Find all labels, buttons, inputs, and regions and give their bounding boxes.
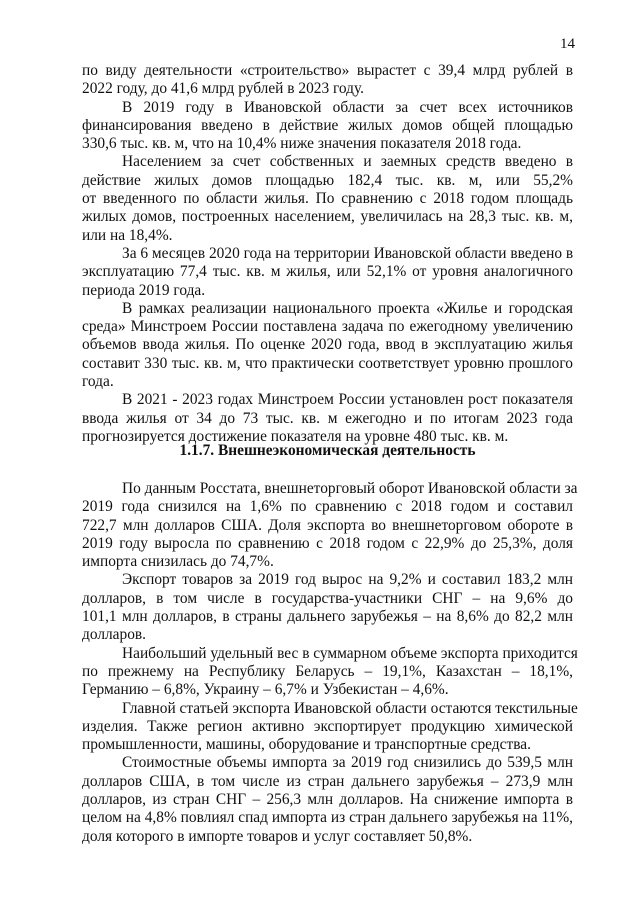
text-line: эксплуатацию 77,4 тыс. кв. м жилья, или 52,1% от уровня аналогичного — [82, 263, 573, 281]
page-number: 14 — [560, 36, 575, 52]
text-line: долларов. — [82, 626, 147, 644]
text-line: жилых домов, построенных населением, увеличилась на 28,3 тыс. кв. м, — [82, 208, 573, 226]
text-line: Населением за счет собственных и заемных средств введено в — [122, 153, 573, 171]
text-line: В 2019 году в Ивановской области за счет всех источников — [122, 98, 573, 116]
text-line: 330,6 тыс. кв. м, что на 10,4% ниже значения показателя 2018 года. — [82, 135, 522, 153]
paragraph — [82, 99, 573, 154]
paragraph — [82, 391, 573, 446]
paragraph — [82, 300, 573, 391]
text-line: долларов США, в том числе из стран дальнего зарубежья – 273,9 млн — [82, 772, 573, 790]
paragraph — [82, 62, 573, 99]
text-line: объемов ввода жилья. По оценке 2020 года, ввод в эксплуатацию жилья — [82, 336, 573, 354]
section-housing-text — [82, 62, 573, 446]
paragraph — [82, 644, 578, 700]
section-foreign-trade-text — [82, 480, 578, 846]
section-heading: 1.1.7. Внешнеэкономическая деятельность — [179, 442, 476, 459]
text-line: 2019 году выросла по сравнению с 2018 годом с 22,9% до 25,3%, доля — [82, 534, 573, 552]
text-line: 101,1 млн долларов, в страны дальнего зарубежья – на 8,6% до 82,2 млн — [82, 608, 573, 626]
paragraph — [82, 754, 573, 845]
text-line: импорта снизилась до 74,7%. — [82, 553, 274, 571]
text-line: среда» Минстроем России поставлена задача по ежегодному увеличению — [82, 318, 573, 336]
paragraph — [82, 245, 573, 300]
text-line: За 6 месяцев 2020 года на территории Ивановской области введено в — [122, 244, 574, 262]
paragraph — [82, 480, 578, 571]
text-line: 2019 года снизился на 1,6% по сравнению с 2018 годом и составил — [82, 498, 573, 516]
paragraph — [82, 153, 573, 244]
text-line: В 2021 - 2023 годах Минстроем России установлен рост показателя — [122, 391, 573, 409]
text-line: долларов, из стран СНГ – 256,3 млн долларов. На снижение импорта в — [82, 791, 573, 809]
text-line: 2022 году, до 41,6 млрд рублей в 2023 году. — [82, 80, 365, 98]
text-line: года. — [82, 373, 114, 391]
text-line: ввода жилья от 34 до 73 тыс. кв. м ежегодно и по итогам 2023 года — [82, 409, 573, 427]
text-line: Стоимостные объемы импорта за 2019 год снизились до 539,5 млн — [122, 754, 573, 772]
text-line: промышленности, машины, оборудование и транспортные средства. — [82, 736, 531, 754]
text-line: финансирования введено в действие жилых домов общей площадью — [82, 116, 573, 134]
text-line: по виду деятельности «строительство» вырастет с 39,4 млрд рублей в — [82, 62, 573, 79]
text-line: Германию – 6,8%, Украину – 6,7% и Узбекистан – 4,6%. — [82, 681, 449, 699]
text-line: В рамках реализации национального проекта «Жилье и городская — [122, 299, 573, 317]
text-line: изделия. Также регион активно экспортирует продукцию химической — [82, 717, 573, 735]
text-line: или на 18,4%. — [82, 226, 173, 244]
text-line: по прежнему на Республику Беларусь – 19,1%, Казахстан – 18,1%, — [82, 662, 573, 680]
text-line: от введенного по области жилья. По сравнению с 2018 годом площадь — [82, 190, 573, 208]
text-line: прогнозируется достижение показателя на уровне 480 тыс. кв. м. — [82, 427, 509, 445]
text-line: действие жилых домов площадью 182,4 тыс. кв. м, или 55,2% — [82, 171, 573, 189]
text-line: доля которого в импорте товаров и услуг составляет 50,8%. — [82, 827, 473, 845]
text-line: целом на 4,8% повлиял спад импорта из стран дальнего зарубежья на 11%, — [82, 809, 573, 827]
text-line: 722,7 млн долларов США. Доля экспорта во внешнеторговом обороте в — [82, 516, 573, 534]
text-line: периода 2019 года. — [82, 281, 206, 299]
paragraph — [82, 699, 578, 755]
text-line: По данным Росстата, внешнеторговый оборот Ивановской области за — [122, 480, 578, 497]
text-line: долларов, в том числе в государства-участники СНГ – на 9,6% до — [82, 589, 573, 607]
text-line: Экспорт товаров за 2019 год вырос на 9,2% и составил 183,2 млн — [122, 571, 573, 589]
text-line: Главной статьей экспорта Ивановской области остаются текстильные — [122, 699, 578, 717]
text-line: составит 330 тыс. кв. м, что практически соответствует уровню прошлого — [82, 354, 573, 372]
paragraph — [82, 571, 573, 644]
text-line: Наибольший удельный вес в суммарном объеме экспорта приходится — [122, 644, 578, 662]
